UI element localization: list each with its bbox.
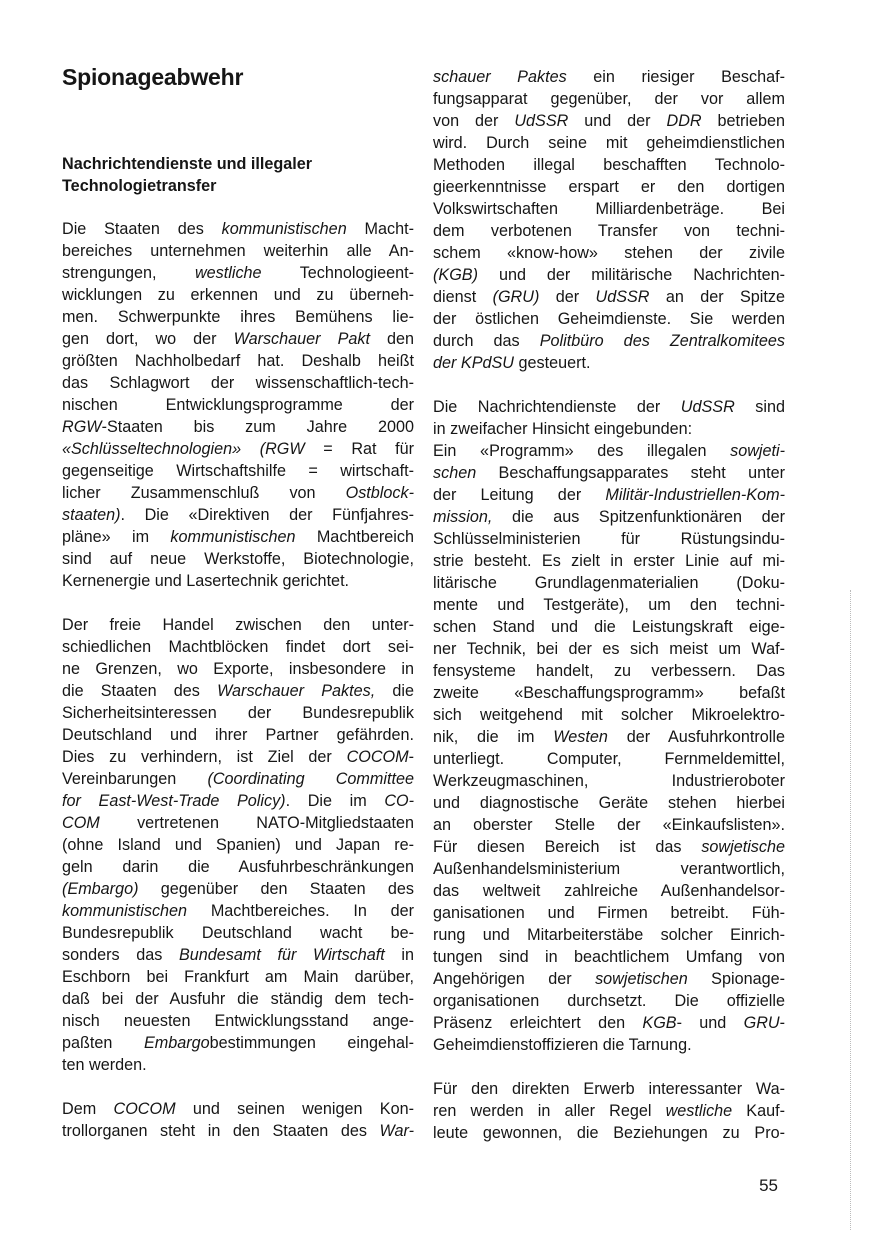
right-line: dienst (GRU) der UdSSR an der Spitze <box>433 288 785 306</box>
right-line: Schlüsselministerien für Rüstungsindu- <box>433 530 785 548</box>
left-line: ne Grenzen, wo Exporte, insbesondere in <box>62 660 414 678</box>
left-line: Dies zu verhindern, ist Ziel der COCOM- <box>62 748 414 766</box>
left-line: daß bei der Ausfuhr die ständig dem tech- <box>62 990 414 1008</box>
right-line: Angehörigen der sowjetischen Spionage- <box>433 970 785 988</box>
left-line: Dem COCOM und seinen wenigen Kon- <box>62 1100 414 1118</box>
right-line: der östlichen Geheimdienste. Sie werden <box>433 310 785 328</box>
right-line: durch das Politbüro des Zentralkomitees <box>433 332 786 350</box>
section-heading-line-2: Technologietransfer <box>62 176 217 195</box>
left-line: ten werden. <box>62 1056 147 1074</box>
right-line: in zweifacher Hinsicht eingebunden: <box>433 420 693 438</box>
right-line: fungsapparat gegenüber, der vor allem <box>433 90 785 108</box>
left-line: pläne» im kommunistischen Machtbereich <box>62 528 414 546</box>
right-line: rung und Mitarbeiterstäbe solcher Einrich- <box>433 926 785 944</box>
left-line: wicklungen zu erkennen und zu überneh- <box>62 286 414 304</box>
right-line: zweite «Beschaffungsprogramm» befaßt <box>433 684 785 702</box>
left-line: geln darin die Ausfuhrbeschränkungen <box>62 858 414 876</box>
left-line: staaten). Die «Direktiven der Fünfjahres- <box>62 506 414 524</box>
right-line: Geheimdienstoffizieren die Tarnung. <box>433 1036 692 1054</box>
left-line: Sicherheitsinteressen der Bundesrepublik <box>62 704 414 722</box>
left-line: for East-West-Trade Policy). Die im CO- <box>62 792 414 810</box>
left-line: gegenseitige Wirtschaftshilfe = wirtschaft- <box>62 462 414 480</box>
right-line: litärische Grundlagenmaterialien (Doku- <box>433 574 785 592</box>
left-line: bereiches unternehmen weiterhin alle An- <box>62 242 414 260</box>
right-line: strie besteht. Es zielt in erster Linie auf mi- <box>433 552 785 570</box>
right-line: Außenhandelsministerium verantwortlich, <box>433 860 785 878</box>
left-line: strengungen, westliche Technologieent- <box>62 264 415 282</box>
right-line: organisationen durchsetzt. Die offizielle <box>433 992 785 1010</box>
left-line: men. Schwerpunkte ihres Bemühens lie- <box>62 308 414 326</box>
right-line: an oberster Stelle der «Einkaufslisten». <box>433 816 785 834</box>
right-line: fensysteme handelt, zu verbessern. Das <box>433 662 785 680</box>
right-line: das weltweit zahlreiche Außenhandelsor- <box>433 882 785 900</box>
right-line: Methoden illegal beschafften Technolo- <box>433 156 785 174</box>
left-line: größten Nachholbedarf hat. Deshalb heißt <box>62 352 414 370</box>
left-line: nischen Entwicklungsprogramme der <box>62 396 414 414</box>
left-line: RGW-Staaten bis zum Jahre 2000 <box>62 418 414 436</box>
right-line: Volkswirtschaften Milliardenbeträge. Bei <box>433 200 785 218</box>
right-line: unterliegt. Computer, Fernmeldemittel, <box>433 750 785 768</box>
right-line: (KGB) und der militärische Nachrichten- <box>433 266 785 284</box>
right-line: mente und Testgeräte), um den techni- <box>433 596 785 614</box>
right-line: schen Beschaffungsapparates steht unter <box>433 464 785 482</box>
right-line: schem «know-how» stehen der zivile <box>433 244 785 262</box>
right-line: der KPdSU gesteuert. <box>433 354 591 372</box>
right-line: Präsenz erleichtert den KGB- und GRU- <box>433 1014 785 1032</box>
right-line: ner Technik, bei der es sich meist um Waf- <box>433 640 785 658</box>
left-line: paßten Embargobestimmungen eingehal- <box>62 1034 414 1052</box>
right-line: Die Nachrichtendienste der UdSSR sind <box>433 398 785 416</box>
right-line: schauer Paktes ein riesiger Beschaf- <box>433 68 785 86</box>
right-line: nik, die im Westen der Ausfuhrkontrolle <box>433 728 785 746</box>
left-line: Kernenergie und Lasertechnik gerichtet. <box>62 572 350 590</box>
left-line: Die Staaten des kommunistischen Macht- <box>62 220 414 238</box>
right-line: Werkzeugmaschinen, Industrieroboter <box>433 772 785 790</box>
right-line: schen Stand und die Leistungskraft eige- <box>433 618 785 636</box>
left-line: (ohne Island und Spanien) und Japan re- <box>62 836 414 854</box>
right-line: Ein «Programm» des illegalen sowjeti- <box>433 442 785 460</box>
left-line: nisch neuesten Entwicklungsstand ange- <box>62 1012 414 1030</box>
page-title: Spionageabwehr <box>62 64 244 90</box>
section-heading-line-1: Nachrichtendienste und illegaler <box>62 155 313 173</box>
left-line: COM vertretenen NATO-Mitgliedstaaten <box>62 814 414 832</box>
left-line: das Schlagwort der wissenschaftlich-tech- <box>62 374 414 392</box>
left-line: Bundesrepublik Deutschland wacht be- <box>62 924 414 942</box>
right-line: leute gewonnen, die Beziehungen zu Pro- <box>433 1124 785 1142</box>
right-line: ren werden in aller Regel westliche Kauf- <box>433 1102 785 1120</box>
right-line: gieerkenntnisse erspart er den dortigen <box>433 178 785 196</box>
left-line: Der freie Handel zwischen den unter- <box>62 616 414 634</box>
right-line: sich weitgehend mit solcher Mikroelektro- <box>433 706 785 724</box>
left-line: die Staaten des Warschauer Paktes, die <box>62 682 414 700</box>
right-line: ganisationen und Firmen betreibt. Füh- <box>433 904 785 922</box>
right-line: von der UdSSR und der DDR betrieben <box>433 112 785 130</box>
right-line: mission, die aus Spitzenfunktionären der <box>433 508 785 526</box>
left-line: kommunistischen Machtbereiches. In der <box>62 902 414 920</box>
right-line: der Leitung der Militär-Industriellen-Kom- <box>433 486 785 504</box>
right-line: dem verbotenen Transfer von techni- <box>433 222 785 240</box>
right-line: Für den direkten Erwerb interessanter Wa- <box>433 1080 785 1098</box>
left-line: gen dort, wo der Warschauer Pakt den <box>62 330 414 348</box>
left-line: trollorganen steht in den Staaten des War- <box>62 1122 414 1140</box>
left-line: Vereinbarungen (Coordinating Committee <box>62 770 414 788</box>
page-number: 55 <box>759 1176 778 1195</box>
left-line: Deutschland und ihrer Partner gefährden. <box>62 726 414 744</box>
scan-edge-artifact <box>850 590 852 1230</box>
left-line: sonders das Bundesamt für Wirtschaft in <box>62 946 414 964</box>
left-line: (Embargo) gegenüber den Staaten des <box>62 880 414 898</box>
right-line: Für diesen Bereich ist das sowjetische <box>433 838 785 856</box>
left-line: sind auf neue Werkstoffe, Biotechnologie, <box>62 550 414 568</box>
right-line: tungen sind in beachtlichem Umfang von <box>433 948 785 966</box>
left-line: «Schlüsseltechnologien» (RGW = Rat für <box>62 440 414 458</box>
right-line: wird. Durch seine mit geheimdienstlichen <box>433 134 785 152</box>
left-line: schiedlichen Machtblöcken findet dort sei- <box>62 638 414 656</box>
left-line: licher Zusammenschluß von Ostblock- <box>62 484 414 502</box>
section-heading <box>62 154 407 197</box>
right-line: und diagnostische Geräte stehen hierbei <box>433 794 785 812</box>
left-line: Eschborn bei Frankfurt am Main darüber, <box>62 968 414 986</box>
